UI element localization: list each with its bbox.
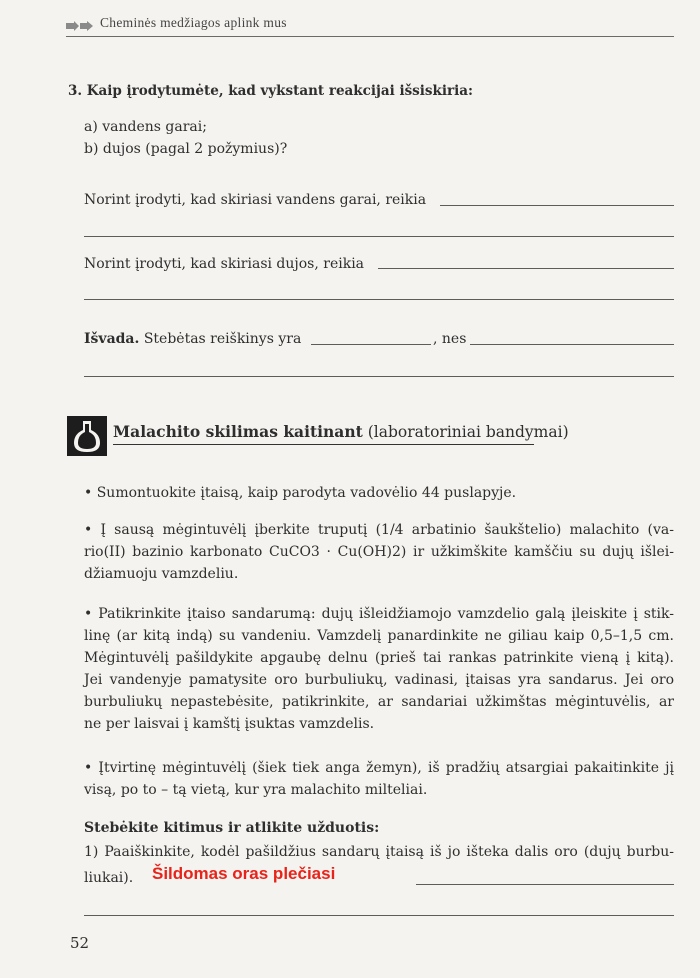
- conclusion-text: Stebėtas reiškinys yra: [143, 331, 302, 347]
- lab-title-underline: [113, 444, 534, 445]
- observe-heading: Stebėkite kitimus ir atlikite užduotis:: [84, 820, 380, 836]
- conclusion: [84, 331, 301, 347]
- answer-line[interactable]: [84, 236, 674, 237]
- lab-title: Malachito skilimas kaitinant (laboratoriniai bandymai): [113, 422, 569, 441]
- handwritten-answer: Šildomas oras plečiasi: [152, 864, 336, 883]
- bullet-2: [84, 519, 674, 585]
- conclusion-because: , nes: [433, 331, 467, 347]
- bullet-1: • Sumontuokite įtaisą, kaip parodyta vadovėlio 44 puslapyje.: [84, 485, 517, 501]
- bullet-2-line-1: • Į sausą mėgintuvėlį įberkite truputį (1/4 arbatinio šaukštelio) malachito (va-: [84, 522, 674, 538]
- bullet-3-line-1: • Patikrinkite įtaiso sandarumą: dujų išleidžiamojo vamzdelio galą įleiskite į stik-: [84, 606, 674, 622]
- answer-line[interactable]: [84, 299, 674, 300]
- header-rule: [66, 36, 674, 37]
- answer-line[interactable]: [84, 376, 674, 377]
- bullet-4-line-1: • Įtvirtinę mėgintuvėlį (šiek tiek anga žemyn), iš pradžių atsargiai pakaitinkite jį: [84, 760, 674, 776]
- bullet-3-line-2: linę (ar kitą indą) su vandeniu. Vamzdelį panardinkite ne giliau kaip 0,5–1,5 cm.: [84, 628, 674, 644]
- answer-line[interactable]: [440, 205, 674, 206]
- bullet-4: [84, 757, 674, 801]
- bullet-3-line-6: ne per laisvai į kamštį įsuktas vamzdelis.: [84, 716, 375, 732]
- answer-line[interactable]: [378, 268, 674, 269]
- bullet-3-line-4: Jei vandenyje pamatysite oro burbuliukų, vadinasi, įtaisas yra sandarus. Jei oro: [84, 672, 674, 688]
- answer-line[interactable]: [84, 915, 674, 916]
- task-1: [84, 841, 674, 863]
- page-number: 52: [70, 934, 90, 952]
- double-arrow-icon: [66, 21, 94, 31]
- prompt-gas: Norint įrodyti, kad skiriasi dujos, reikia: [84, 256, 365, 272]
- answer-line[interactable]: [311, 344, 431, 345]
- task-1-line-2: liukai).: [84, 870, 134, 886]
- answer-line[interactable]: [470, 344, 674, 345]
- running-header: Cheminės medžiagos aplink mus: [100, 15, 287, 30]
- question-3-item-a: a) vandens garai;: [84, 119, 207, 135]
- bullet-4-line-2: visą, po to – tą vietą, kur yra malachito milteliai.: [84, 782, 428, 798]
- bullet-3: [84, 603, 674, 735]
- bullet-2-line-2: rio(II) bazinio karbonato CuCO3 · Cu(OH)2) ir užkimškite kamščiu su dujų išlei-: [84, 544, 674, 560]
- question-3-title: 3. Kaip įrodytumėte, kad vykstant reakcijai išsiskiria:: [68, 83, 473, 99]
- bullet-3-line-5: burbuliukų nepastebėsite, patikrinkite, ar sandariai užkimštas mėgintuvėlis, ar: [84, 694, 674, 710]
- prompt-water-vapor: Norint įrodyti, kad skiriasi vandens garai, reikia: [84, 192, 427, 208]
- flask-icon: [67, 416, 107, 456]
- conclusion-label: Išvada.: [84, 331, 140, 347]
- bullet-2-line-3: džiamuoju vamzdeliu.: [84, 566, 239, 582]
- bullet-3-line-3: Mėgintuvėlį pašildykite apgaubę delnu (prieš tai rankas patrinkite vieną į kitą).: [84, 650, 674, 666]
- task-1-line-1: 1) Paaiškinkite, kodėl pašildžius sandarų įtaisą iš jo išteka dalis oro (dujų burbu-: [84, 844, 674, 860]
- question-3-item-b: b) dujos (pagal 2 požymius)?: [84, 141, 288, 157]
- answer-line[interactable]: [416, 884, 674, 885]
